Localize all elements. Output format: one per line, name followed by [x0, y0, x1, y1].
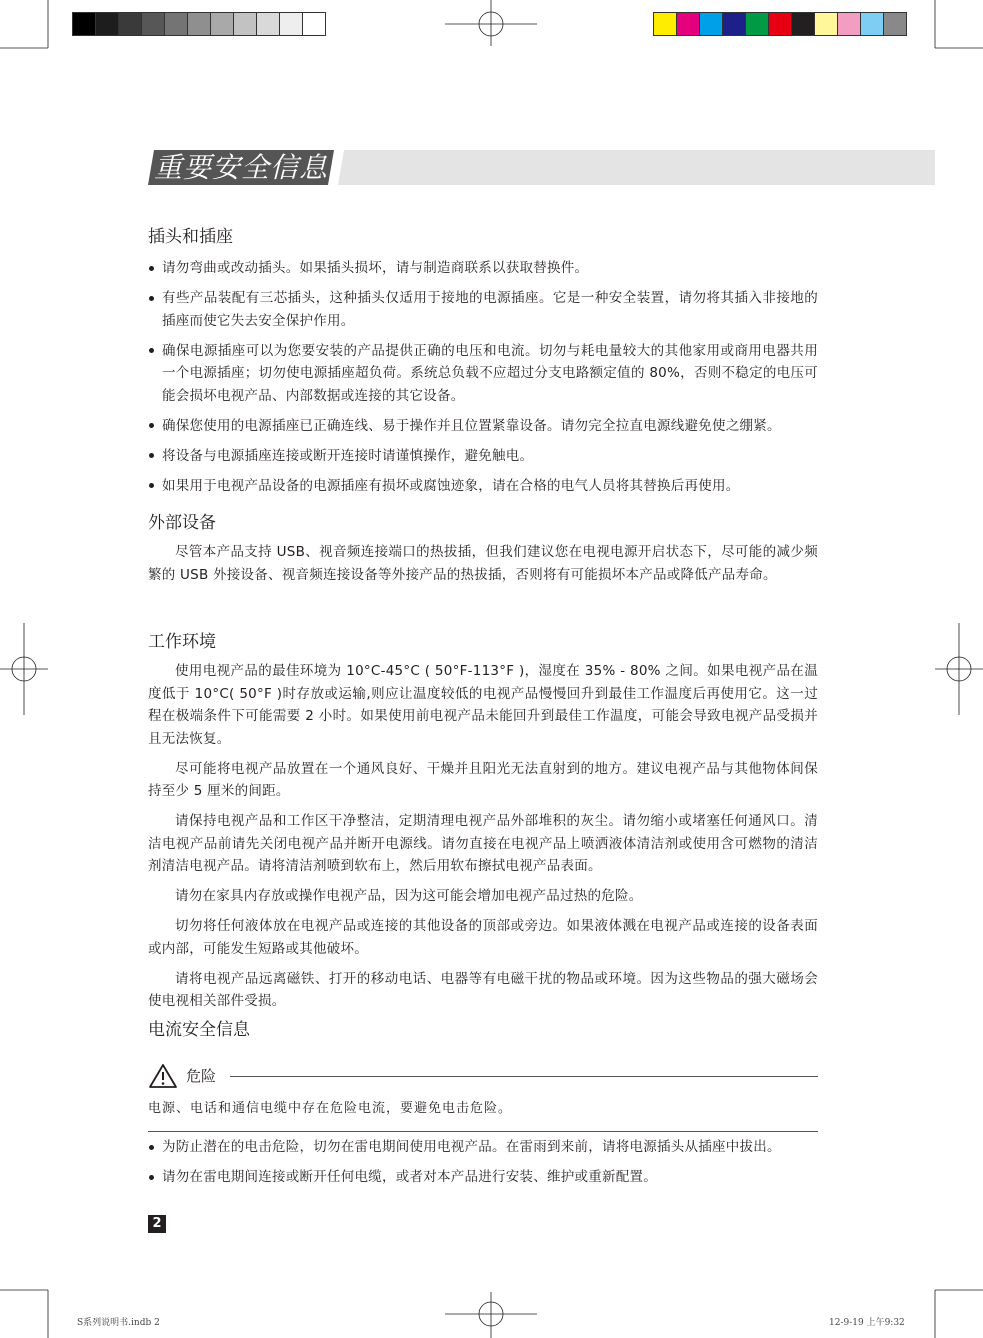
section-heading-external: 外部设备 [148, 513, 216, 533]
paragraph: 尽可能将电视产品放置在一个通风良好、干燥并且阳光无法直射到的地方。建议电视产品与其他物体间保持至少 5 厘米的间距。 [148, 760, 818, 799]
bullet-item: 将设备与电源插座连接或断开连接时请谨慎操作，避免触电。 [148, 445, 818, 468]
section-external [148, 512, 818, 594]
warning-triangle-icon [148, 1063, 178, 1089]
danger-row [148, 1063, 818, 1089]
electric-bullets [148, 1136, 818, 1196]
bullet-item: 确保您使用的电源插座已正确连线、易于操作并且位置紧靠设备。请勿完全拉直电源线避免使之绷紧。 [148, 415, 818, 438]
danger-text: 电源、电话和通信电缆中存在危险电流，要避免电击危险。 [148, 1101, 513, 1116]
footer-timestamp: 12-9-19 上午9:32 [829, 1318, 905, 1328]
bullet-item: 请勿在雷电期间连接或断开任何电缆，或者对本产品进行安装、维护或重新配置。 [148, 1166, 818, 1189]
page-title: 重要安全信息 [153, 151, 328, 184]
danger-bottom-divider [148, 1131, 818, 1132]
title-band [148, 150, 935, 185]
title-stripe [338, 150, 935, 185]
bullet-item: 请勿弯曲或改动插头。如果插头损坏，请与制造商联系以获取替换件。 [148, 257, 818, 280]
paragraph: 请保持电视产品和工作区干净整洁，定期清理电视产品外部堆积的灰尘。请勿缩小或堵塞任何通风口。清洁电视产品前请先关闭电视产品并断开电源线。请勿直接在电视产品上喷洒液体清洁剂或使用含可燃物的清洁剂清洁电视产品。请将清洁剂喷到软布上，然后用软布擦拭电视产品表面。 [148, 813, 818, 874]
page-number: 2 [148, 1215, 166, 1233]
danger-divider [230, 1076, 818, 1077]
bullet-item: 有些产品装配有三芯插头，这种插头仅适用于接地的电源插座。它是一种安全装置，请勿将其插入非接地的插座而使它失去安全保护作用。 [148, 287, 818, 332]
section-heading-plug: 插头和插座 [148, 227, 233, 247]
section-environment [148, 631, 818, 1020]
section-heading-environment: 工作环境 [148, 632, 216, 652]
paragraph: 切勿将任何液体放在电视产品或连接的其他设备的顶部或旁边。如果液体溅在电视产品或连接的设备表面或内部，可能发生短路或其他破坏。 [148, 918, 818, 957]
bullet-item: 为防止潜在的电击危险，切勿在雷电期间使用电视产品。在雷雨到来前，请将电源插头从插座中拔出。 [148, 1136, 818, 1159]
danger-label: 危险 [186, 1067, 217, 1085]
bullet-item: 如果用于电视产品设备的电源插座有损坏或腐蚀迹象，请在合格的电气人员将其替换后再使用。 [148, 475, 818, 498]
section-plug [148, 226, 818, 505]
paragraph: 使用电视产品的最佳环境为 10°C-45°C ( 50°F-113°F )，湿度在 35% - 80% 之间。如果电视产品在温度低于 10°C( 50°F )时存放或运输,则应让温度较低的电视产品慢慢回升到最佳工作温度后再使用它。这一过程在极端条件下可能需要 2 小时。如果使用前电视产品未能回升到最佳工作温度，可能会导致电视产品受损并且无法恢复。 [148, 663, 818, 747]
section-heading-electric: 电流安全信息 [148, 1020, 250, 1040]
section-electric [148, 1019, 818, 1041]
electric-bullet-list [148, 1136, 818, 1189]
plug-bullet-list [148, 257, 818, 497]
bullet-item: 确保电源插座可以为您要安装的产品提供正确的电压和电流。切勿与耗电量较大的其他家用或商用电器共用一个电源插座；切勿使电源插座超负荷。系统总负载不应超过分支电路额定值的 80%，否则不稳定的电压可能会损坏电视产品、内部数据或连接的其它设备。 [148, 340, 818, 408]
paragraph: 请将电视产品远离磁铁、打开的移动电话、电器等有电磁干扰的物品或环境。因为这些物品的强大磁场会使电视相关部件受损。 [148, 970, 818, 1009]
paragraph: 尽管本产品支持 USB、视音频连接端口的热拔插，但我们建议您在电视电源开启状态下，尽可能的减少频繁的 USB 外接设备、视音频连接设备等外接产品的热拔插，否则将有可能损坏本产品或降低产品寿命。 [148, 544, 818, 583]
paragraph: 请勿在家具内存放或操作电视产品，因为这可能会增加电视产品过热的危险。 [175, 888, 643, 904]
footer-file-info: S系列说明书.indb 2 [77, 1318, 160, 1328]
